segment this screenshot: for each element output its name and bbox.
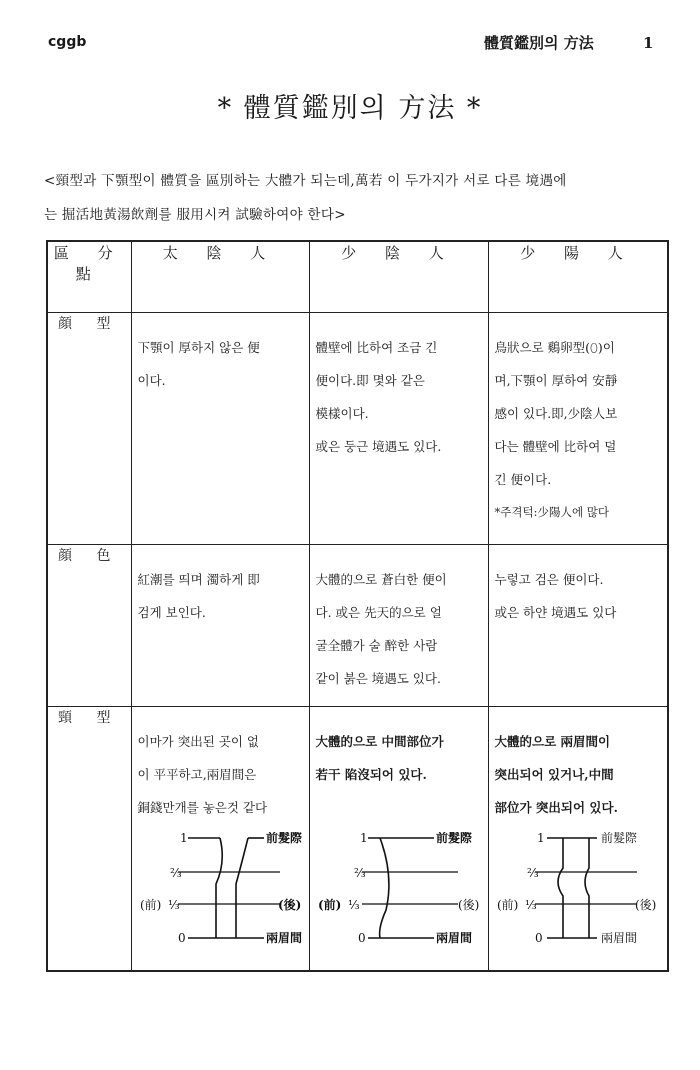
cell-line: 이마가 突出된 곳이 없: [137, 734, 259, 749]
tick-label-two-thirds: ⅔: [169, 866, 182, 880]
tick-label-one: 1: [179, 832, 188, 845]
cell-face-shape-soyangin: [488, 313, 668, 545]
header-criteria: 區 分 點: [47, 241, 131, 313]
cell-line: 或은 하얀 境遇도 있다: [494, 605, 617, 620]
cell-line: 며,下顎이 厚하여 安靜: [494, 373, 618, 388]
tick-label-zero: 0: [177, 931, 186, 945]
cell-line: 긴 便이다.: [494, 472, 552, 487]
label-front: (前): [317, 898, 341, 912]
cell-line: 大體的으로 蒼白한 便이: [315, 572, 447, 587]
cell-line: 이 平平하고,兩眉間은: [137, 767, 257, 782]
tick-label-one-third: ⅓: [347, 898, 360, 912]
label-hairline: 前髮際: [435, 832, 472, 845]
cell-line: 部位가 突出되어 있다.: [494, 800, 618, 815]
cell-line: 大體的으로 兩眉間이: [494, 734, 611, 749]
tick-label-zero: 0: [534, 931, 543, 945]
cell-face-shape-taeeumin: [131, 313, 309, 545]
cell-line: *주격턱:少陽人에 많다: [494, 505, 609, 519]
header-soeumin: 少 陰 人: [309, 241, 488, 313]
cell-forehead-soyangin: [488, 707, 668, 971]
label-back: (後): [634, 898, 656, 912]
cell-line: 鳥狀으로 鷄卵型(⬯)이: [494, 340, 615, 355]
label-back: (後): [277, 898, 301, 912]
cell-line: 같이 붉은 境遇도 있다.: [315, 671, 441, 686]
label-hairline: 前髮際: [265, 832, 302, 845]
header-soyangin: 少 陽 人: [488, 241, 668, 313]
document-code: cggb: [48, 34, 87, 50]
tick-label-one: 1: [536, 832, 545, 845]
row-label-face-shape: 顔 型: [47, 313, 131, 545]
intro-line: <頸型과 下顎型이 體質을 區別하는 大體가 되는데,萬若 이 두가지가 서로 다른 境遇에: [44, 173, 567, 189]
tick-label-one-third: ⅓: [524, 898, 537, 912]
label-front: (前): [139, 898, 161, 912]
cell-line: 下顎이 厚하지 않은 便: [137, 340, 260, 355]
cell-forehead-soeumin: [309, 707, 488, 971]
cell-line: 紅潮를 띄며 濁하게 即: [137, 572, 260, 587]
intro-line: 는 掘活地黃湯飲劑를 服用시켜 試驗하여야 한다>: [44, 207, 346, 223]
forehead-profile-diagram-soyangin: [497, 832, 663, 952]
tick-label-one: 1: [359, 832, 368, 845]
label-brow: 兩眉間: [600, 931, 637, 945]
cell-line: 다. 或은 先天的으로 얼: [315, 605, 442, 620]
row-label-face-color: 顔 色: [47, 545, 131, 707]
intro-paragraph: [44, 164, 662, 232]
page-number: 1: [643, 34, 654, 52]
running-title: 體質鑑別의 方法: [484, 34, 594, 52]
cell-line: 굴全體가 술 醉한 사람: [315, 638, 438, 653]
cell-line: 模樣이다.: [315, 406, 369, 421]
cell-line: 다는 體壁에 比하여 덜: [494, 439, 617, 454]
forehead-profile-diagram-taeeumin: [140, 832, 305, 952]
cell-line: 或은 둥근 境遇도 있다.: [315, 439, 442, 454]
constitution-table: [46, 240, 669, 972]
cell-face-color-soeumin: [309, 545, 488, 707]
forehead-profile-diagram-soeumin: [318, 832, 484, 952]
cell-line: 大體的으로 中間部位가: [315, 734, 444, 749]
table-row-face-shape: [47, 313, 668, 545]
label-brow: 兩眉間: [435, 931, 472, 945]
cell-line: 突出되어 있거나,中間: [494, 767, 614, 782]
tick-label-zero: 0: [357, 931, 366, 945]
cell-face-shape-soeumin: [309, 313, 488, 545]
label-hairline: 前髮際: [600, 832, 637, 845]
table-row-face-color: [47, 545, 668, 707]
cell-line: 검게 보인다.: [137, 605, 206, 620]
tick-label-two-thirds: ⅔: [353, 866, 366, 880]
cell-line: 若干 陷沒되어 있다.: [315, 767, 427, 782]
tick-label-one-third: ⅓: [167, 898, 180, 912]
header-taeeumin: 太 陰 人: [131, 241, 309, 313]
cell-line: 이다.: [137, 373, 166, 388]
cell-line: 感이 있다.即,少陰人보: [494, 406, 618, 421]
label-front: (前): [496, 898, 518, 912]
label-back: (後): [457, 898, 479, 912]
table-header-row: [47, 241, 668, 313]
cell-face-color-taeeumin: [131, 545, 309, 707]
tick-label-two-thirds: ⅔: [526, 866, 539, 880]
page-title: * 體質鑑別의 方法 *: [217, 93, 483, 124]
cell-face-color-soyangin: [488, 545, 668, 707]
cell-line: 體壁에 比하여 조금 긴: [315, 340, 438, 355]
cell-line: 누렇고 검은 便이다.: [494, 572, 604, 587]
cell-forehead-taeeumin: [131, 707, 309, 971]
row-label-forehead-shape: 頸 型: [47, 707, 131, 971]
table-row-forehead-shape: [47, 707, 668, 971]
cell-line: 便이다.即 몇와 같은: [315, 373, 425, 388]
cell-line: 銅錢만개를 놓은것 같다: [137, 800, 268, 815]
label-brow: 兩眉間: [265, 931, 302, 945]
